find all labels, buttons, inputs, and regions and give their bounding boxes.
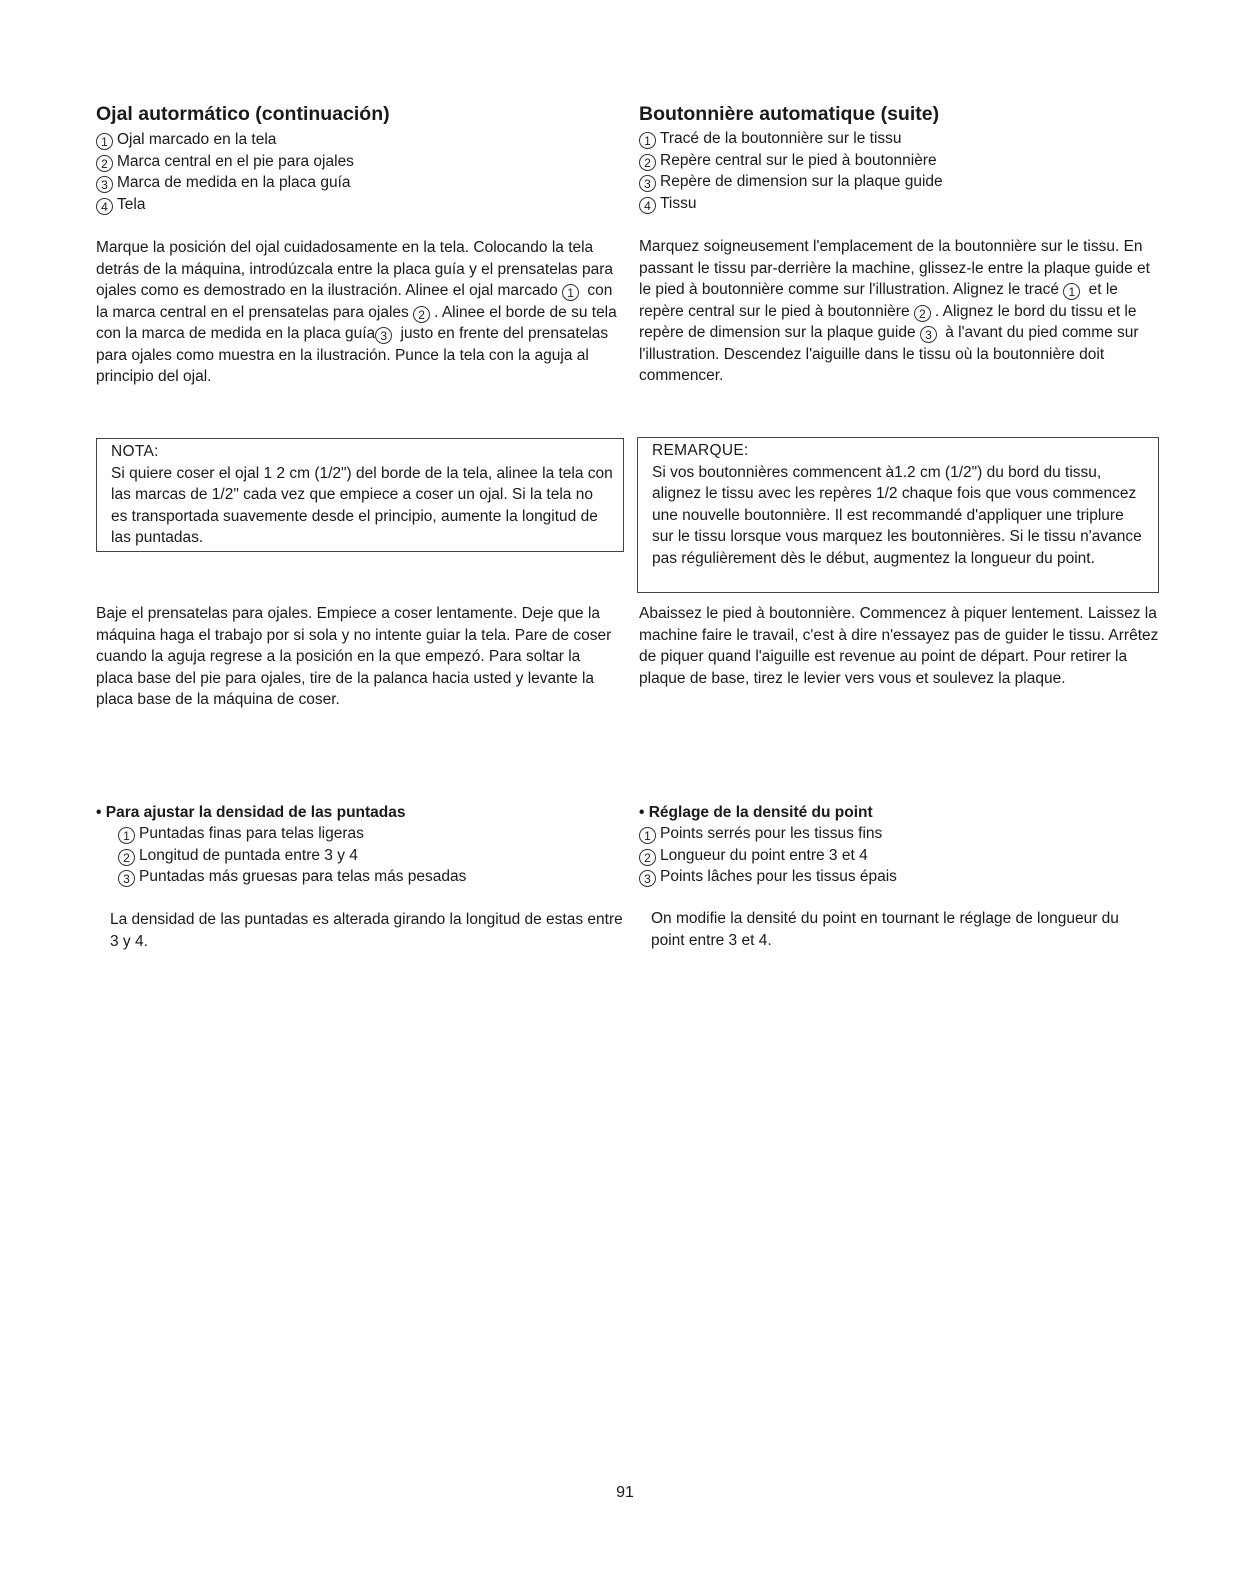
legend-text: Repère de dimension sur la plaque guide bbox=[660, 173, 943, 190]
fr-section-title: Boutonnière automatique (suite) bbox=[639, 103, 940, 125]
list-item bbox=[118, 866, 658, 888]
list-item bbox=[118, 845, 658, 867]
fr-instructions-paragraph bbox=[639, 236, 1164, 387]
list-text: Puntadas más gruesas para telas más pesadas bbox=[139, 868, 467, 885]
es-instructions-paragraph bbox=[96, 237, 621, 388]
fr-density-text: On modifie la densité du point en tournant le réglage de longueur du point entre 3 et 4. bbox=[651, 910, 1119, 949]
list-text: Points lâches pour les tissus épais bbox=[660, 868, 897, 885]
list-item bbox=[96, 151, 636, 173]
fr-density-list bbox=[639, 823, 1179, 888]
fr-note-box bbox=[637, 437, 1159, 593]
fr-note-text: Si vos boutonnières commencent à1.2 cm (1/2") du bord du tissu, alignez le tissu avec les repères 1/2 chaque fois que vous commencez une nouvelle boutonnière. Il est recommandé d'appliquer une triplure sur le tissu lorsque vous marquez les boutonnières. Si le tissu n'avance pas régulièrement dès le début, augmentez la longueur du point. bbox=[652, 463, 1142, 567]
circled-number: 2 bbox=[118, 849, 135, 866]
text-run: con la marca central en el prensatelas para ojales bbox=[96, 282, 613, 321]
legend-text: Marca central en el pie para ojales bbox=[117, 152, 354, 170]
legend-text: Repère central sur le pied à boutonnière bbox=[660, 151, 937, 169]
circled-number: 1 bbox=[96, 133, 113, 150]
circled-number: 2 bbox=[413, 306, 430, 323]
es-density-list bbox=[118, 823, 658, 888]
list-text: Puntadas finas para telas ligeras bbox=[139, 825, 364, 842]
text-run: et le repère central sur le pied à boutonnière bbox=[639, 281, 1118, 320]
circled-number: 2 bbox=[639, 154, 656, 171]
circled-number: 3 bbox=[96, 176, 113, 193]
list-item bbox=[118, 823, 658, 845]
circled-number: 3 bbox=[639, 870, 656, 887]
text-run: à l'avant du pied comme sur l'illustration. Descendez l'aiguille dans le tissu où la boutonnière doit commencer. bbox=[639, 324, 1139, 384]
list-text: Longitud de puntada entre 3 y 4 bbox=[139, 846, 358, 864]
circled-number: 4 bbox=[96, 198, 113, 215]
legend-text: Ojal marcado en la tela bbox=[117, 131, 277, 148]
circled-number: 3 bbox=[118, 870, 135, 887]
es-note-box bbox=[96, 438, 624, 552]
circled-number: 1 bbox=[639, 132, 656, 149]
list-text: Points serrés pour les tissus fins bbox=[660, 825, 883, 842]
legend-text: Marca de medida en la placa guía bbox=[117, 174, 351, 191]
fr-note-title: REMARQUE: bbox=[652, 442, 749, 459]
legend-text: Tracé de la boutonnière sur le tissu bbox=[660, 130, 902, 147]
circled-number: 2 bbox=[639, 849, 656, 866]
legend-text: Tissu bbox=[660, 194, 697, 212]
text-run: justo en frente del prensatelas para ojales como muestra en la ilustración. Punce la tela con la aguja al principio del ojal. bbox=[96, 325, 609, 385]
list-text: Longueur du point entre 3 et 4 bbox=[660, 846, 868, 864]
circled-number: 1 bbox=[1063, 283, 1080, 300]
list-item bbox=[639, 823, 1179, 845]
es-density-text: La densidad de las puntadas es alterada girando la longitud de estas entre 3 y 4. bbox=[110, 911, 623, 950]
circled-number: 2 bbox=[914, 305, 931, 322]
circled-number: 2 bbox=[96, 155, 113, 172]
circled-number: 3 bbox=[375, 327, 392, 344]
fr-legend-list bbox=[639, 128, 1179, 214]
list-item bbox=[96, 172, 636, 194]
circled-number: 1 bbox=[118, 827, 135, 844]
list-item bbox=[639, 150, 1179, 172]
fr-density-heading: • Réglage de la densité du point bbox=[639, 804, 873, 821]
circled-number: 3 bbox=[920, 326, 937, 343]
circled-number: 4 bbox=[639, 197, 656, 214]
circled-number: 1 bbox=[562, 284, 579, 301]
es-note-title: NOTA: bbox=[111, 443, 159, 460]
fr-sewing-paragraph: Abaissez le pied à boutonnière. Commencez à piquer lentement. Laissez la machine faire le travail, c'est à dire n'essayez pas de guider le tissu. Arrêtez de piquer quand l'aiguille est revenue au point de départ. Pour retirer la plaque de base, tirez le levier vers vous et soulevez la plaque. bbox=[639, 605, 1159, 687]
es-note-text: Si quiere coser el ojal 1 2 cm (1/2") del borde de la tela, alinee la tela con las marcas de 1/2" cada vez que empiece a coser un ojal. Si la tela no es transportada suavemente desde el principio, aumente la longitud de las puntadas. bbox=[111, 464, 613, 546]
es-section-title: Ojal autormático (continuación) bbox=[96, 103, 390, 125]
es-density-heading: • Para ajustar la densidad de las puntadas bbox=[96, 804, 406, 821]
list-item bbox=[639, 866, 1179, 888]
list-item bbox=[96, 129, 636, 151]
text-run: Marquez soigneusement l'emplacement de la boutonnière sur le tissu. En passant le tissu par-derrière la machine, glissez-le entre la plaque guide et le pied à boutonnière comme sur l'illustration. Alignez le tracé bbox=[639, 238, 1150, 298]
page-number: 91 bbox=[616, 1484, 634, 1501]
text-run: . Alinee el borde de su tela con la marca de medida en la placa guía bbox=[96, 303, 617, 342]
list-item bbox=[639, 128, 1179, 150]
es-sewing-paragraph: Baje el prensatelas para ojales. Empiece a coser lentamente. Deje que la máquina haga el trabajo por si sola y no intente guiar la tela. Pare de coser cuando la aguja regrese a la posición en la que empezó. Para soltar la placa base del pie para ojales, tire de la palanca hacia usted y levante la placa base de la máquina de coser. bbox=[96, 605, 612, 708]
circled-number: 3 bbox=[639, 175, 656, 192]
circled-number: 1 bbox=[639, 827, 656, 844]
text-run: . Alignez le bord du tissu et le repère de dimension sur la plaque guide bbox=[639, 302, 1137, 341]
list-item bbox=[96, 194, 636, 216]
list-item bbox=[639, 193, 1179, 215]
es-legend-list bbox=[96, 129, 636, 215]
list-item bbox=[639, 171, 1179, 193]
text-run: Marque la posición del ojal cuidadosamente en la tela. Colocando la tela detrás de la máquina, introdúzcala entre la placa guía y el prensatelas para ojales como es demostrado en la ilustración. Alinee el ojal marcado bbox=[96, 239, 613, 299]
legend-text: Tela bbox=[117, 195, 146, 213]
list-item bbox=[639, 845, 1179, 867]
